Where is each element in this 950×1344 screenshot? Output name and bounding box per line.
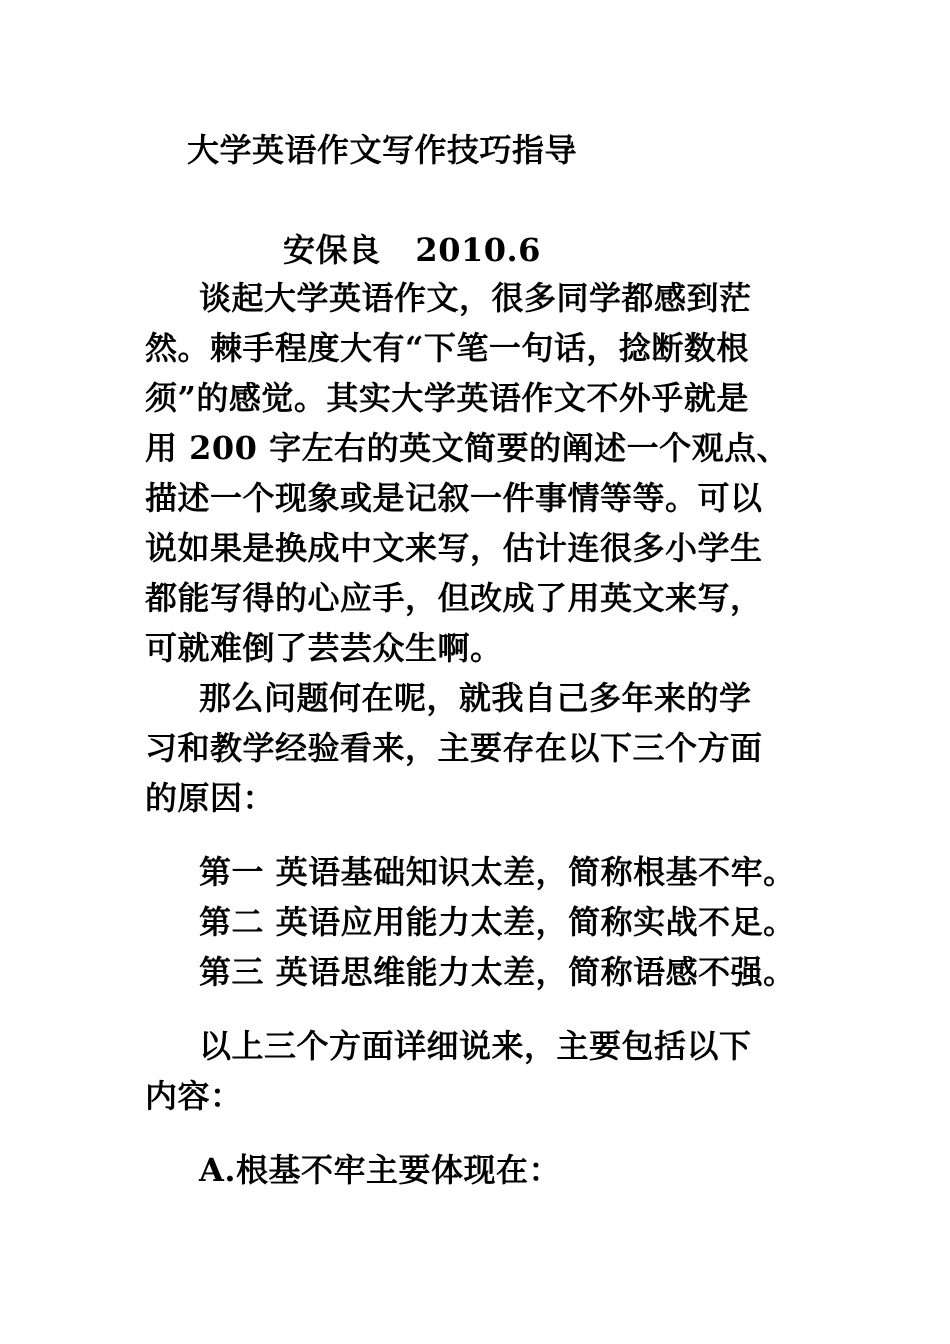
paragraph-1-line-5: 描述一个现象或是记叙一件事情等等。可以 [145,479,763,517]
paragraph-3-line-2: 内容： [145,1077,243,1115]
author-date-line: 安保良 2010.6 [283,231,541,269]
paragraph-2-line-3: 的原因： [145,779,276,817]
paragraph-2-line-2: 习和教学经验看来，主要存在以下三个方面 [145,729,763,767]
reason-2: 第二 英语应用能力太差，简称实战不足。 [199,903,796,941]
paragraph-1-line-4: 用 200 字左右的英文简要的阐述一个观点、 [145,429,790,467]
document-title: 大学英语作文写作技巧指导 [187,131,578,169]
reason-1: 第一 英语基础知识太差，简称根基不牢。 [199,853,796,891]
paragraph-2-line-1: 那么问题何在呢，就我自己多年来的学 [199,679,752,717]
paragraph-1-line-2: 然。棘手程度大有“下笔一句话，捻断数根 [145,329,749,367]
paragraph-1-line-7: 都能写得的心应手，但改成了用英文来写， [145,579,763,617]
paragraph-3-line-1: 以上三个方面详细说来，主要包括以下 [199,1027,752,1065]
paragraph-1-line-3: 须”的感觉。其实大学英语作文不外乎就是 [145,379,749,417]
section-a-heading: A.根基不牢主要体现在： [199,1151,561,1189]
paragraph-1-line-8: 可就难倒了芸芸众生啊。 [145,629,503,667]
paragraph-1-line-6: 说如果是换成中文来写，估计连很多小学生 [145,529,763,567]
paragraph-1-line-1: 谈起大学英语作文，很多同学都感到茫 [199,279,752,317]
reason-3: 第三 英语思维能力太差，简称语感不强。 [199,953,796,991]
